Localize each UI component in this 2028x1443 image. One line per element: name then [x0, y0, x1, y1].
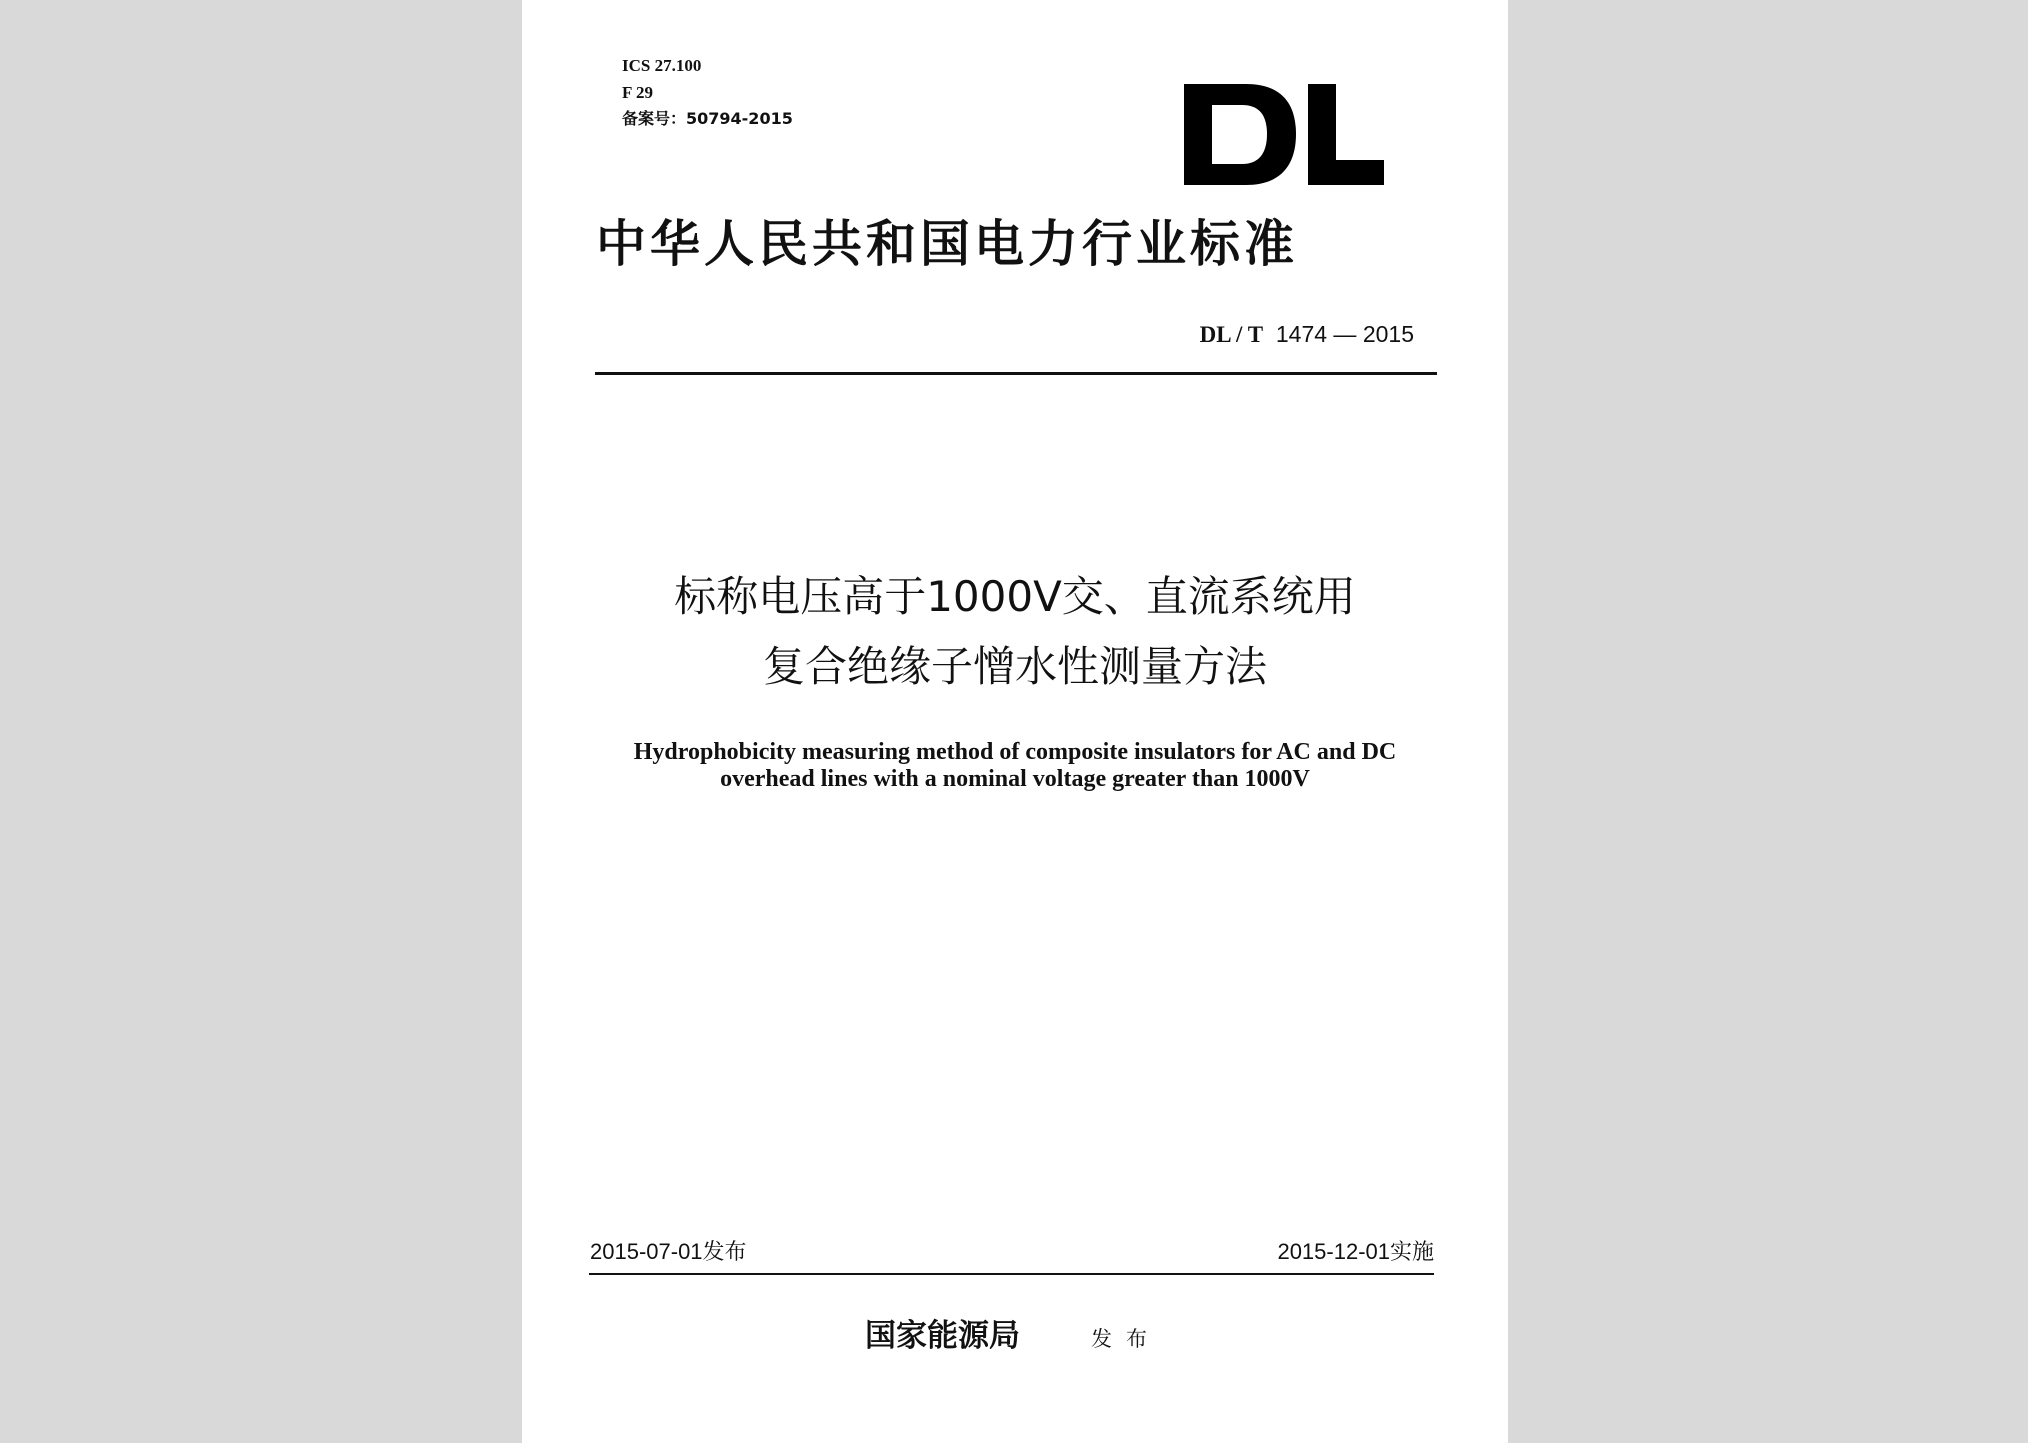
publisher: 国家能源局 — [865, 1318, 1020, 1354]
title-en-line-1: Hydrophobicity measuring method of composite insulators for AC and DC — [633, 739, 1397, 765]
publish-label: 发布 — [1091, 1327, 1161, 1351]
footer-rule — [589, 1273, 1434, 1275]
ccs-code: F 29 — [622, 83, 654, 102]
ics-code: ICS 27.100 — [622, 56, 702, 75]
header-rule — [595, 372, 1437, 375]
title-en-line-2: overhead lines with a nominal voltage greater than 1000V — [720, 766, 1310, 792]
filing-number: 备案号：50794-2015 — [622, 109, 793, 128]
dl-logo — [1184, 84, 1384, 185]
document-page — [522, 0, 1508, 1443]
standard-number — [1200, 323, 1414, 346]
national-standard-title: 中华人民共和国电力行业标准 — [596, 214, 1298, 273]
implementation-date: 2015-12-01实施 — [1277, 1239, 1434, 1264]
issue-date: 2015-07-01发布 — [590, 1239, 747, 1264]
standard-prefix: DL / T — [1199, 322, 1264, 347]
title-cn-line-2: 复合绝缘子憎水性测量方法 — [762, 642, 1267, 691]
standard-code: 1474 — 2015 — [1275, 321, 1414, 347]
title-cn-line-1: 标称电压高于1000V交、直流系统用 — [674, 572, 1356, 621]
